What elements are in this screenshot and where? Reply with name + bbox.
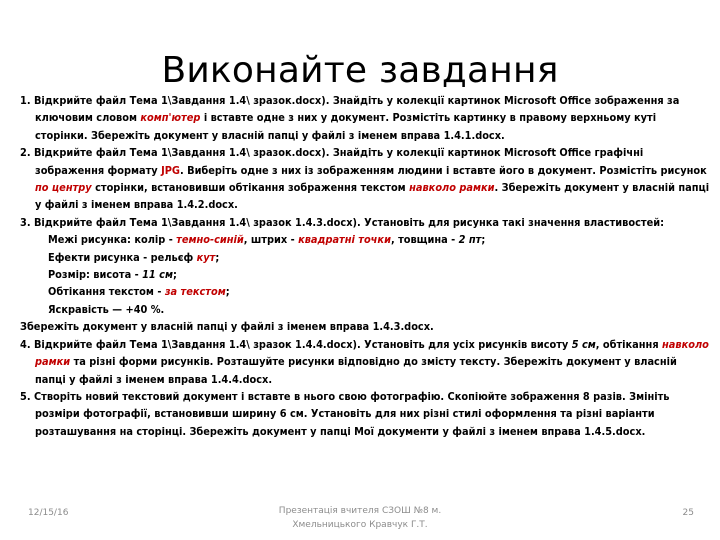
slide-title: Виконайте завдання [161,50,559,92]
task-2 [20,144,710,214]
task-4-wrap: навколо рамки [35,337,709,369]
task-list [20,92,710,440]
task-3-effects-end: ; [215,250,220,264]
task-3-border-color: темно-синій [176,233,244,247]
task-4-text-c: та різні форми рисунків. Розташуйте рисунки відповідно до змісту тексту. Збережіть документ у власній папці у файлі з іменем вправа 1.4.4.docx. [35,355,677,386]
task-3-weight-label: , товщина - [390,233,459,247]
task-3-effects-label: Ефекти рисунка - рельєф [48,250,197,264]
task-3-wrap-value: за текстом [164,285,226,299]
task-2-text-b: . Виберіть одне з них із зображенням людини і вставте його в документ. Розмістіть рисунок [179,163,707,177]
task-2-format: JPG [161,163,180,177]
task-3-brightness: Яскравість — +40 %. [48,302,165,316]
footer-date: 12/15/16 [28,508,69,518]
task-1 [20,92,710,144]
task-3-stroke-value: квадратні точки [298,233,391,247]
task-1-text-b: і вставте одне з них у документ. Розмістіть картинку в правому верхньому куті сторінки. Збережіть документ у власній папці у файлі з іменем вправа 1.4.1.docx. [35,111,657,142]
task-3-effects-value: кут [196,250,216,264]
task-3-save: Збережіть документ у власній папці у файлі з іменем вправа 1.4.3.docx. [20,320,434,334]
footer-author-line-2: Хмельницького Кравчук Г.Т. [292,520,428,530]
task-3-size [20,266,710,283]
footer-author-line-1: Презентація вчителя СЗОШ №8 м. [278,506,442,516]
task-5: 5. Створіть новий текстовий документ і вставте в нього свою фотографію. Скопіюйте зображення 8 разів. Змініть розміри фотографії, встановивши ширину 6 см. Установіть для них різні стилі оформлення та різні варіанти розташування на сторінці. Збережіть документ у папці Мої документи у файлі з іменем вправа 1.4.5.docx. [20,389,670,438]
task-4-text-b: , обтікання [595,337,663,351]
task-2-text-c: сторінки, встановивши обтікання зображення текстом [91,181,410,195]
task-3-weight-value: 2 пт [458,233,482,247]
task-4 [20,336,710,388]
task-2-wrap: навколо рамки [409,181,495,195]
task-3-size-end: ; [172,268,177,282]
task-1-text-a: 1. Відкрийте файл Тема 1\Завдання 1.4\ зразок.docx). Знайдіть у колекції картинок Microsoft Office зображення за ключовим словом [20,94,680,125]
task-4-text-a: 4. Відкрийте файл Тема 1\Завдання 1.4\ зразок 1.4.4.docx). Установіть для усіх рисунків висоту [20,337,572,351]
task-3-wrap [20,283,710,300]
task-3-stroke-label: , штрих - [243,233,299,247]
task-1-keyword: комп'ютер [140,111,201,125]
task-3-borders-label: Межі рисунка: колір - [48,233,177,247]
task-3-borders [20,231,710,248]
task-4-height: 5 см [571,337,596,351]
task-3-wrap-label: Обтікання текстом - [48,285,165,299]
task-3-effects [20,249,710,266]
task-3-wrap-end: ; [225,285,230,299]
task-3-size-label: Розмір: висота - [48,268,143,282]
footer-author [230,504,490,532]
task-3-intro: 3. Відкрийте файл Тема 1\Завдання 1.4\ зразок 1.4.3.docx). Установіть для рисунка такі значення властивостей: [20,215,665,229]
task-3-borders-end: ; [481,233,486,247]
page-number: 25 [682,508,694,518]
task-2-position: по центру [35,181,92,195]
task-3-size-value: 11 см [142,268,173,282]
task-2-text-a: 2. Відкрийте файл Тема 1\Завдання 1.4\ зразок.docx). Знайдіть у колекції картинок Microsoft Office графічні зображення формату [20,146,644,177]
task-2-text-d: . Збережіть документ у власній папці у файлі з іменем вправа 1.4.2.docx. [35,181,710,212]
